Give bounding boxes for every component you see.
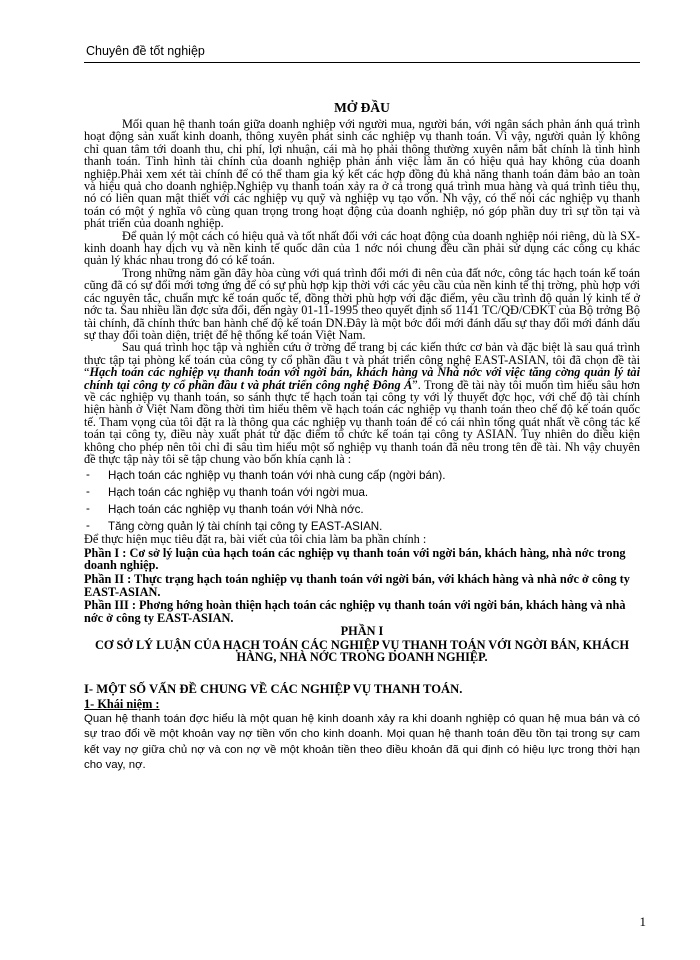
part-text: : Cơ sở lý luận của hạch toán các nghiệp vụ thanh toán với ngời bán, khách hàng, nhà nớc trong doanh nghiệp.: [84, 545, 626, 573]
document-body: [84, 100, 640, 773]
intro-paragraph-2: Để quản lý một cách có hiệu quả và tốt nhất đối với các hoạt động của doanh nghiệp nói riêng, dù là SX-kinh doanh hay dịch vụ và nền kinh tế quốc dân của 1 nớc nói chung đều cần phải sử dụng các công cụ khác quản lý khác nhau trong đó có kế toán.: [84, 228, 640, 268]
chapter-heading: PHẦN I: [340, 624, 384, 639]
part-label: Phần III: [84, 598, 129, 613]
list-item: - Tăng cờng quản lý tài chính tại công ty EAST-ASIAN.: [84, 518, 640, 535]
list-item: - Hạch toán các nghiệp vụ thanh toán với ngời mua.: [84, 484, 640, 501]
subsection-heading: 1- Khái niệm :: [84, 696, 160, 711]
list-item: - Hạch toán các nghiệp vụ thanh toán với Nhà nớc.: [84, 501, 640, 518]
part-text: : Phơng hớng hoàn thiện hạch toán các nghiệp vụ thanh toán với ngời bán, khách hàng và nhà nớc ở công ty EAST-ASIAN.: [84, 598, 626, 625]
list-item: - Hạch toán các nghiệp vụ thanh toán với nhà cung cấp (ngời bán).: [84, 467, 640, 484]
page-number: 1: [639, 914, 646, 929]
part-3: [84, 599, 640, 624]
concept-paragraph: Quan hệ thanh toán đợc hiểu là một quan hệ kinh doanh xảy ra khi doanh nghiệp có quan hệ mua bán và có sự trao đổi về một khoản vay nợ tiền vốn cho kinh doanh. Mọi quan hệ thanh toán đều tồn tại trong sự cam kết vay nợ giữa chủ nợ và con nợ về một khoản tiền theo điều khoản đã qui định có hiệu lực trong thời hạn cho vay, nợ.: [84, 712, 640, 772]
focus-list: [84, 467, 640, 535]
intro-paragraph-1: Mối quan hệ thanh toán giữa doanh nghiệp với người mua, người bán, với ngân sách phản ánh quá trình hoạt động sản xuất kinh doanh, thông xuyên phát sinh các nghiệp vụ thanh toán. Vì vậy, người quản lý không chỉ quan tâm tới doanh thu, chi phí, lợi nhuận, cái mà họ phải thông thường xuyên nắm bắt chính là tình hình thanh toán. Tình hình tài chính của doanh nghiệp phản ánh việc làm ăn có hiệu quả hay không của doanh nghiệp.Phải xem xét tài chính để có thể tham gia ký kết các hợp đồng đủ khả năng thanh toán đảm bảo an toàn và hiệu quả cho doanh nghiệp.Nghiệp vụ thanh toán xảy ra ở cả trong quá trình mua hàng và quá trình tiêu thụ, nó có liên quan mật thiết với các nghiệp vụ quỹ và nghiệp vụ tạo vốn. Nh vậy, có thể nói các nghiệp vụ thanh toán có một ý nghĩa vô cùng quan trọng trong hoạt động của doanh nghiệp, nó góp phần duy trì sự tồn tại và phát triển của doanh nghiệp.: [84, 117, 640, 231]
para4-start: Sau quá trình học tập và nghiên cứu ở trờng để trang bị các kiến thức cơ bản và đặc biệt là sau quá trình thực tập tại phòng kế toán của công ty cổ phần đầu t và phát triển công nghệ EAST-ASIAN, tôi đã chọn đề tài “: [84, 340, 640, 380]
part-label: Phần I: [84, 545, 120, 560]
layout-intro: Để thực hiện mục tiêu đặt ra, bài viết của tôi chia làm ba phần chính :: [84, 532, 427, 547]
part-2: [84, 573, 640, 598]
part-text: : Thực trạng hạch toán nghiệp vụ thanh toán với ngời bán, với khách hàng và nhà nớc ở công ty EAST-ASIAN.: [84, 571, 630, 599]
page-header: Chuyên đề tốt nghiệp: [86, 44, 205, 58]
part-1: [84, 547, 640, 572]
document-title: MỞ ĐẦU: [334, 100, 390, 115]
intro-paragraph-4: [84, 341, 640, 465]
chapter-title: CƠ SỞ LÝ LUẬN CỦA HẠCH TOÁN CÁC NGHIỆP VỤ THANH TOÁN VỚI NGỜI BÁN, KHÁCH HÀNG, NHÀ NỚC TRONG DOANH NGHIỆP.: [94, 637, 630, 665]
thesis-topic: Hạch toán các nghiệp vụ thanh toán với ngời bán, khách hàng và Nhà nớc với việc tăng cờng quản lý tài chính tại công ty cổ phần đầu t và phát triển công nghệ Đông Á: [84, 365, 640, 392]
intro-paragraph-3: Trong những năm gần đây hòa cùng với quá trình đổi mới đi nên của đất nớc, công tác hạch toán kế toán cũng đã có sự đổi mới tơng ứng để có sự phù hợp kịp thời với các yêu cầu của nền kinh tế thị trờng, phù hợp với các nguyên tắc, chuẩn mực kế toán quốc tế, đồng thời phù hợp với đặc điểm, yêu cầu trình độ quản lý kinh tế ở nớc ta. Sau nhiều lần đợc sửa đổi, đến ngày 01-11-1995 theo quyết định số 1141 TC/QĐ/CĐKT của Bộ trởng Bộ tài chính, đã chính thức ban hành chế độ kế toán DN.Đây là một bớc đổi mới đánh dấu sự thay đổi mới đánh dấu sự thay đổi toàn diện, triệt để hệ thống kế toán Việt Nam.: [84, 265, 640, 342]
part-label: Phần II: [84, 571, 124, 586]
section-heading: I- MỘT SỐ VẤN ĐỀ CHUNG VỀ CÁC NGHIỆP VỤ THANH TOÁN.: [84, 681, 463, 696]
para4-end: ”. Trong đề tài này tôi muốn tìm hiểu sâu hơn về các nghiệp vụ thanh toán, so sánh thực tế hạch toán tại công ty với lý thuyết đợc học, với chế độ tài chính hiện hành ở Việt Nam đồng thời tìm hiểu thêm về hạch toán các nghiệp vụ thanh toán theo chế độ kế toán quốc tế. Tham vọng của tôi đặt ra là thông qua các nghiệp vụ thanh toán để có cái nhìn tổng quát nhất về công tác kế toán tại công ty, điều này xuất phát từ đặc điểm tổ chức kế toán tại công ty ASIAN. Tuy nhiên do điều kiện không cho phép nên tôi chỉ đi sâu tìm hiểu một số nghiệp vụ thanh toán đã nêu trong tên đề tài. Nh vậy chuyên đề thực tập này tôi sẽ tập chung vào bốn khía cạnh là :: [84, 377, 640, 466]
header-rule: [84, 62, 640, 63]
